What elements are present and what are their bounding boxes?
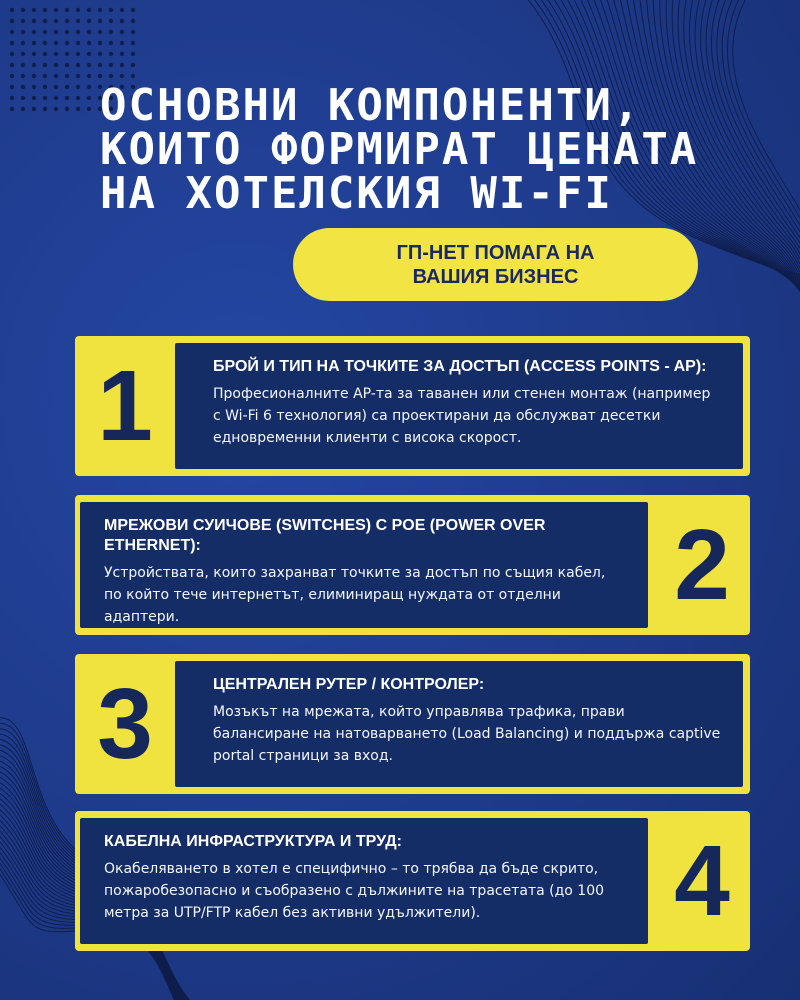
card-panel [78,816,650,946]
badge-text: ГП-НЕТ ПОМАГА НА ВАШИЯ БИЗНЕС [396,241,595,288]
card-number: 3 [97,668,153,780]
card-description: Окабеляването в хотел е специфично – то трябва да бъде скрито, пожаробезопасно и съобразено с дължините на трасетата (до 100 метра за UTP/FTP кабел без активни удължители). [104,861,605,921]
card-panel [78,500,650,630]
component-card-3 [75,654,750,794]
component-card-1 [75,336,750,476]
card-number: 1 [97,350,153,462]
card-description: Мозъкът на мрежата, който управлява трафика, прави балансиране на натоварването (Load Balancing) и поддържа captive portal страници за вход. [213,704,721,764]
card-number: 2 [674,509,730,621]
card-heading: КАБЕЛНА ИНФРАСТРУКТУРА И ТРУД: [104,833,402,850]
card-description: Професионалните AP-та за таванен или стенен монтаж (например с Wi-Fi 6 технология) са проектирани да обслужват десетки едновременни клиенти с висока скорост. [213,386,711,446]
card-heading: БРОЙ И ТИП НА ТОЧКИТЕ ЗА ДОСТЪП (ACCESS POINTS - AP): [213,358,707,375]
card-panel [173,341,745,471]
page-title: ОСНОВНИ КОМПОНЕНТИ, КОИТО ФОРМИРАТ ЦЕНАТА НА ХОТЕЛСКИЯ WI-FI [100,80,699,219]
card-panel [173,659,745,789]
component-card-2 [75,495,750,635]
card-number: 4 [674,825,730,937]
component-card-4 [75,811,750,951]
business-badge [293,228,698,301]
card-heading: ЦЕНТРАЛЕН РУТЕР / КОНТРОЛЕР: [213,676,485,693]
card-heading: МРЕЖОВИ СУИЧОВЕ (SWITCHES) С POE (POWER OVER ETHERNET): [104,517,546,554]
card-description: Устройствата, които захранват точките за достъп по същия кабел, по който тече интернетът, елиминиращ нуждата от отделни адаптери. [104,565,606,625]
